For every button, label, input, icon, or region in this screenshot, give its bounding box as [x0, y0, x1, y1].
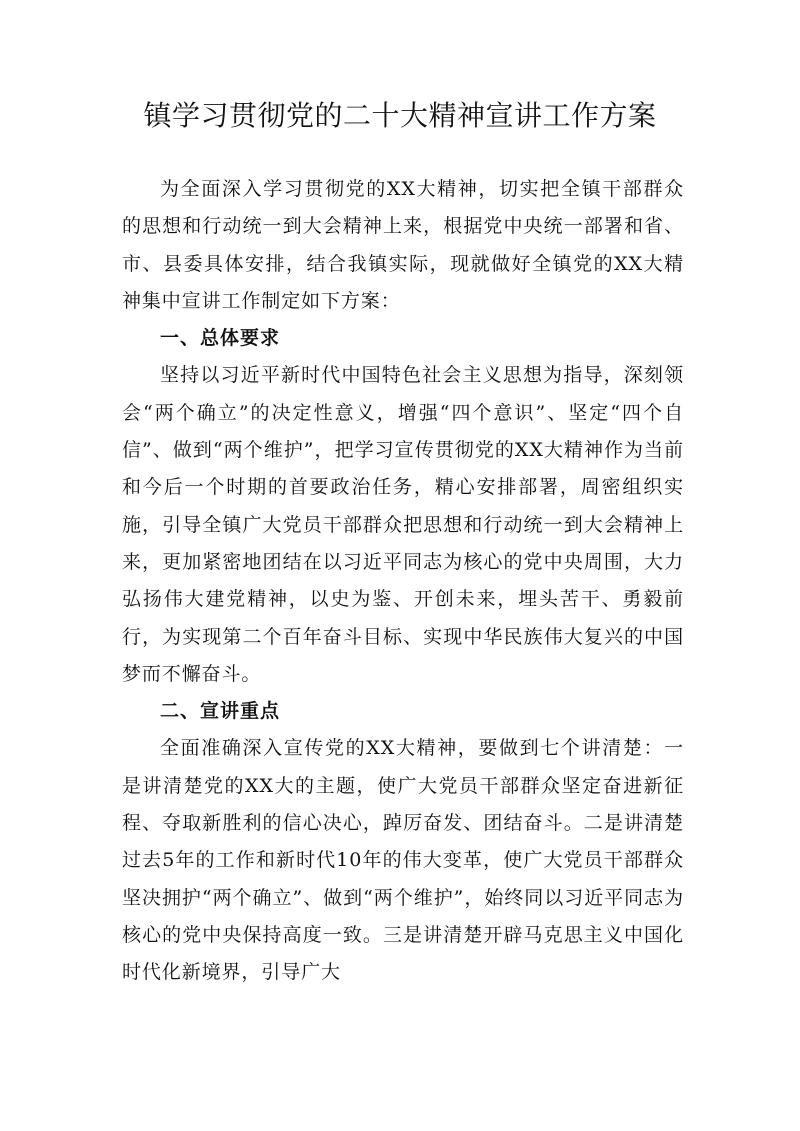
- document-title: 镇学习贯彻党的二十大精神宣讲工作方案: [143, 99, 657, 132]
- section-paragraph-key-points: 全面准确深入宣传党的XX大精神，要做到七个讲清楚：一是讲清楚党的XX大的主题，使广大党员干部群众坚定奋进新征程、夺取新胜利的信心决心，踔厉奋发、团结奋斗。二是讲清楚过去5年的工作和新时代10年的伟大变革，使广大党员干部群众坚决拥护“两个确立”、做到“两个维护”，始终同以习近平同志为核心的党中央保持高度一致。三是讲清楚开辟马克思主义中国化时代化新境界，引导广大: [122, 737, 684, 984]
- section-heading-general-requirements: 一、总体要求: [160, 327, 281, 350]
- document-body: [122, 171, 684, 992]
- intro-paragraph: 为全面深入学习贯彻党的XX大精神，切实把全镇干部群众的思想和行动统一到大会精神上来，根据党中央统一部署和省、市、县委具体安排，结合我镇实际，现就做好全镇党的XX大精神集中宣讲工作制定如下方案：: [122, 178, 684, 312]
- section-heading-key-points: 二、宣讲重点: [160, 700, 281, 723]
- section-paragraph-general-requirements: 坚持以习近平新时代中国特色社会主义思想为指导，深刻领会“两个确立”的决定性意义，增强“四个意识”、坚定“四个自信”、做到“两个维护”，把学习宣传贯彻党的XX大精神作为当前和今后一个时期的首要政治任务，精心安排部署，周密组织实施，引导全镇广大党员干部群众把思想和行动统一到大会精神上来，更加紧密地团结在以习近平同志为核心的党中央周围，大力弘扬伟大建党精神，以史为鉴、开创未来，埋头苦干、勇毅前行，为实现第二个百年奋斗目标、实现中华民族伟大复兴的中国梦而不懈奋斗。: [122, 364, 684, 685]
